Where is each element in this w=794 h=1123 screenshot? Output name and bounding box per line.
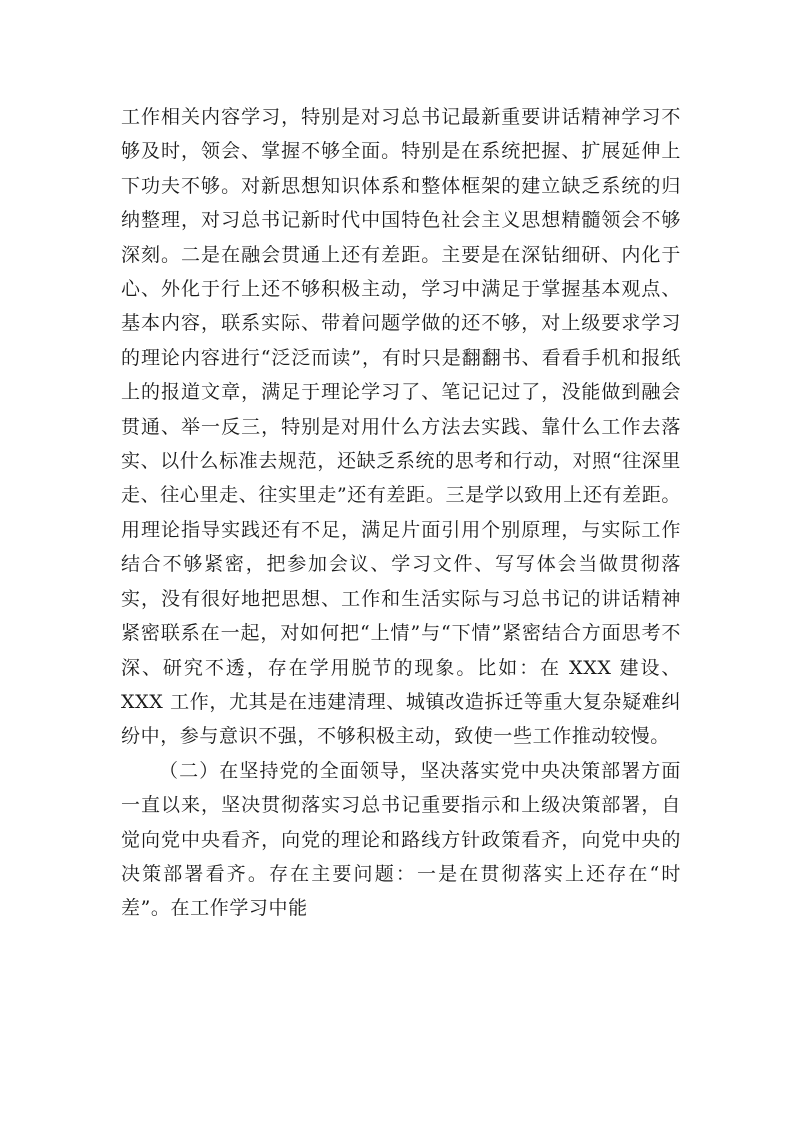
section-heading-2: （二）在坚持党的全面领导，坚决落实党中央决策部署方面 — [159, 759, 681, 782]
paragraph-2 — [121, 754, 681, 926]
paragraph-1: 工作相关内容学习，特别是对习总书记最新重要讲话精神学习不够及时，领会、掌握不够全面。特别是在系统把握、扩展延伸上下功夫不够。对新思想知识体系和整体框架的建立缺乏系统的归纳整理，对习总书记新时代中国特色社会主义思想精髓领会不够深刻。二是在融会贯通上还有差距。主要是在深钻细研、内化于心、外化于行上还不够积极主动，学习中满足于掌握基本观点、基本内容，联系实际、带着问题学做的还不够，对上级要求学习的理论内容进行“泛泛而读”，有时只是翻翻书、看看手机和报纸上的报道文章，满足于理论学习了、笔记记过了，没能做到融会贯通、举一反三，特别是对用什么方法去实践、靠什么工作去落实、以什么标准去规范，还缺乏系统的思考和行动，对照“往深里走、往心里走、往实里走”还有差距。三是学以致用上还有差距。用理论指导实践还有不足，满足片面引用个别原理，与实际工作结合不够紧密，把参加会议、学习文件、写写体会当做贯彻落实，没有很好地把思想、工作和生活实际与习总书记的讲话精神紧密联系在一起，对如何把“上情”与“下情”紧密结合方面思考不深、研究不透，存在学用脱节的现象。比如：在 XXX 建设、XXX 工作，尤其是在违建清理、城镇改造拆迁等重大复杂疑难纠纷中，参与意识不强，不够积极主动，致使一些工作推动较慢。 — [121, 106, 681, 748]
paragraph-2-body: 一直以来，坚决贯彻落实习总书记重要指示和上级决策部署，自觉向党中央看齐，向党的理论和路线方针政策看齐，向党中央的决策部署看齐。存在主要问题：一是在贯彻落实上还存在“时差”。在工作学习中能 — [121, 794, 681, 920]
document-body — [121, 100, 681, 926]
